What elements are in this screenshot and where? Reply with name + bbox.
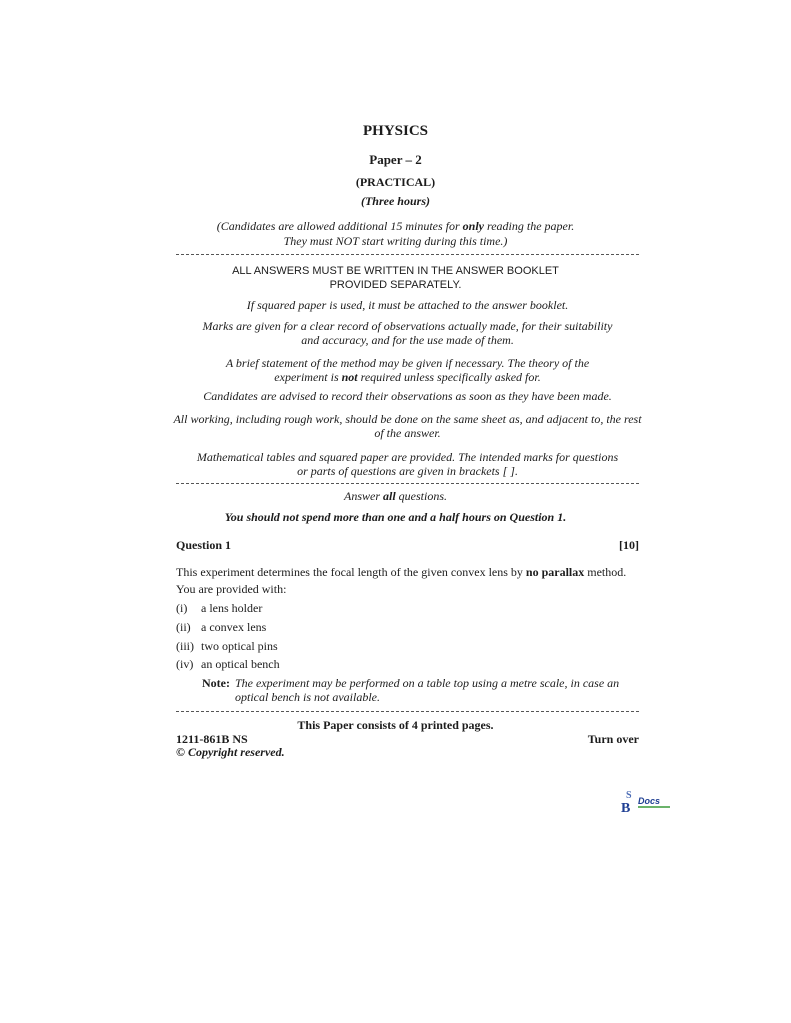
reading-time-text-end: reading the paper. bbox=[484, 219, 575, 233]
list-item-number: (iii) bbox=[176, 639, 194, 653]
booklet-instruction bbox=[0, 264, 791, 292]
working-line1: All working, including rough work, should be done on the same sheet as, and adjacent to, the rest bbox=[173, 412, 642, 426]
logo-text: Docs bbox=[638, 796, 661, 806]
record-instruction: Candidates are advised to record their observations as soon as they have been made. bbox=[203, 389, 612, 403]
marks-instruction bbox=[176, 319, 639, 347]
question-intro bbox=[176, 565, 646, 580]
list-item-number: (i) bbox=[176, 601, 188, 615]
reading-time-line2: They must NOT start writing during this time.) bbox=[283, 234, 508, 248]
tables-line2: or parts of questions are given in brackets [ ]. bbox=[297, 464, 518, 478]
question-title: Question 1 bbox=[176, 538, 232, 552]
tables-line1: Mathematical tables and squared paper are provided. The intended marks for questions bbox=[196, 450, 619, 464]
divider-bottom bbox=[176, 711, 639, 712]
method-text-end: required unless specifically asked for. bbox=[357, 370, 541, 384]
working-line2: of the answer. bbox=[374, 426, 441, 440]
time-warning: You should not spend more than one and a half hours on Question 1. bbox=[224, 510, 567, 524]
turn-over: Turn over bbox=[587, 732, 639, 746]
reading-time-emphasis: only bbox=[462, 219, 484, 233]
list-item-number: (iv) bbox=[176, 657, 194, 671]
squared-paper-instruction: If squared paper is used, it must be attached to the answer booklet. bbox=[246, 298, 569, 312]
note-line1: The experiment may be performed on a table top using a metre scale, in case an bbox=[235, 676, 620, 690]
reading-time-text: (Candidates are allowed additional 15 minutes for bbox=[216, 219, 463, 233]
method-instruction bbox=[176, 356, 639, 384]
provided-heading: You are provided with: bbox=[176, 582, 287, 596]
list-item-number: (ii) bbox=[176, 620, 191, 634]
list-item: a convex lens bbox=[201, 620, 267, 634]
paper-duration: (Three hours) bbox=[360, 194, 430, 208]
answer-all-emphasis: all bbox=[382, 489, 396, 503]
paper-number: Paper – 2 bbox=[369, 152, 422, 167]
list-item: a lens holder bbox=[201, 601, 263, 615]
note-line2: optical bench is not available. bbox=[235, 690, 380, 704]
method-text: experiment is bbox=[274, 370, 342, 384]
answer-all-text-end: questions. bbox=[395, 489, 447, 503]
subject-title: PHYSICS bbox=[362, 123, 429, 139]
paper-code: 1211-861B NS bbox=[176, 732, 248, 746]
sb-docs-logo bbox=[620, 785, 672, 817]
list-item: an optical bench bbox=[201, 657, 280, 671]
answer-all-note bbox=[0, 489, 791, 504]
question-intro-text: This experiment determines the focal length of the given convex lens by bbox=[176, 565, 526, 579]
marks-line1: Marks are given for a clear record of observations actually made, for their suitability bbox=[202, 319, 613, 333]
method-line1: A brief statement of the method may be given if necessary. The theory of the bbox=[225, 356, 590, 370]
note-label: Note: bbox=[202, 676, 230, 690]
booklet-line2: PROVIDED SEPARATELY. bbox=[329, 279, 462, 291]
divider-top bbox=[176, 254, 639, 255]
copyright: © Copyright reserved. bbox=[176, 745, 285, 759]
logo-letter-b: B bbox=[621, 801, 631, 816]
list-item: two optical pins bbox=[201, 639, 278, 653]
marks-line2: and accuracy, and for the use made of them. bbox=[301, 333, 514, 347]
method-emphasis: not bbox=[341, 370, 358, 384]
question-marks: [10] bbox=[619, 538, 639, 552]
page-count: This Paper consists of 4 printed pages. bbox=[297, 718, 494, 732]
divider-middle bbox=[176, 483, 639, 484]
booklet-line1: ALL ANSWERS MUST BE WRITTEN IN THE ANSWER BOOKLET bbox=[232, 265, 559, 277]
method-line2 bbox=[176, 370, 639, 384]
tables-instruction bbox=[176, 450, 639, 478]
logo-icon bbox=[620, 785, 672, 817]
paper-kind: (PRACTICAL) bbox=[355, 175, 436, 189]
question-intro-emphasis: no parallax bbox=[525, 565, 585, 579]
reading-time-line1 bbox=[0, 219, 791, 234]
question-intro-text-end: method. bbox=[584, 565, 627, 579]
working-instruction bbox=[170, 412, 645, 440]
note-text bbox=[235, 676, 640, 704]
answer-all-text: Answer bbox=[343, 489, 383, 503]
logo-letter-s: S bbox=[626, 790, 632, 801]
